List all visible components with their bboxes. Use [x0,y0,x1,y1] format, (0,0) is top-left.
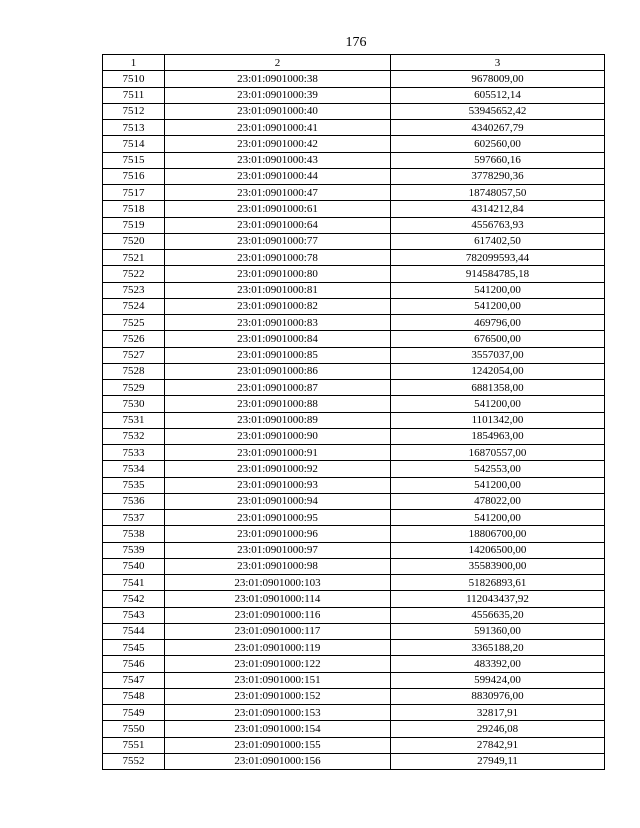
cadastral-number-cell: 23:01:0901000:80 [165,266,391,282]
cadastral-number-cell: 23:01:0901000:93 [165,477,391,493]
table-header [103,55,605,71]
row-number-cell: 7536 [103,493,165,509]
table-row [103,266,605,282]
table-row [103,428,605,444]
cadastral-number-cell: 23:01:0901000:153 [165,705,391,721]
header-row [103,55,605,71]
table-row [103,380,605,396]
row-number-cell: 7533 [103,445,165,461]
cadastral-number-cell: 23:01:0901000:122 [165,656,391,672]
cadastral-number-cell: 23:01:0901000:90 [165,428,391,444]
value-cell: 18806700,00 [391,526,605,542]
row-number-cell: 7519 [103,217,165,233]
value-cell: 1854963,00 [391,428,605,444]
value-cell: 27949,11 [391,753,605,769]
table-row [103,445,605,461]
value-cell: 541200,00 [391,396,605,412]
cadastral-number-cell: 23:01:0901000:155 [165,737,391,753]
row-number-cell: 7543 [103,607,165,623]
value-cell: 16870557,00 [391,445,605,461]
cadastral-number-cell: 23:01:0901000:44 [165,168,391,184]
cadastral-number-cell: 23:01:0901000:151 [165,672,391,688]
cadastral-number-cell: 23:01:0901000:42 [165,136,391,152]
row-number-cell: 7524 [103,298,165,314]
row-number-cell: 7532 [103,428,165,444]
table-row [103,461,605,477]
value-cell: 4340267,79 [391,120,605,136]
row-number-cell: 7544 [103,623,165,639]
cadastral-number-cell: 23:01:0901000:95 [165,510,391,526]
cadastral-number-cell: 23:01:0901000:92 [165,461,391,477]
row-number-cell: 7535 [103,477,165,493]
column-header-cadastral: 2 [165,55,391,71]
value-cell: 483392,00 [391,656,605,672]
table-row [103,152,605,168]
table-row [103,591,605,607]
row-number-cell: 7515 [103,152,165,168]
table-body [103,71,605,770]
row-number-cell: 7550 [103,721,165,737]
value-cell: 617402,50 [391,233,605,249]
table-row [103,315,605,331]
row-number-cell: 7549 [103,705,165,721]
cadastral-number-cell: 23:01:0901000:114 [165,591,391,607]
table-row [103,493,605,509]
table-row [103,331,605,347]
cadastral-number-cell: 23:01:0901000:116 [165,607,391,623]
cadastral-number-cell: 23:01:0901000:82 [165,298,391,314]
row-number-cell: 7511 [103,87,165,103]
table-row [103,656,605,672]
table-row [103,623,605,639]
value-cell: 1101342,00 [391,412,605,428]
table-row [103,688,605,704]
cadastral-number-cell: 23:01:0901000:40 [165,103,391,119]
table-row [103,103,605,119]
cadastral-number-cell: 23:01:0901000:94 [165,493,391,509]
row-number-cell: 7552 [103,753,165,769]
row-number-cell: 7539 [103,542,165,558]
cadastral-number-cell: 23:01:0901000:85 [165,347,391,363]
value-cell: 1242054,00 [391,363,605,379]
cadastral-number-cell: 23:01:0901000:43 [165,152,391,168]
table-row [103,217,605,233]
row-number-cell: 7520 [103,233,165,249]
value-cell: 602560,00 [391,136,605,152]
table-row [103,721,605,737]
value-cell: 4556635,20 [391,607,605,623]
value-cell: 469796,00 [391,315,605,331]
row-number-cell: 7541 [103,575,165,591]
value-cell: 541200,00 [391,298,605,314]
table-row [103,136,605,152]
table-row [103,185,605,201]
cadastral-number-cell: 23:01:0901000:41 [165,120,391,136]
cadastral-number-cell: 23:01:0901000:97 [165,542,391,558]
cadastral-number-cell: 23:01:0901000:39 [165,87,391,103]
table-row [103,396,605,412]
value-cell: 9678009,00 [391,71,605,87]
cadastral-number-cell: 23:01:0901000:119 [165,640,391,656]
cadastral-number-cell: 23:01:0901000:91 [165,445,391,461]
row-number-cell: 7521 [103,250,165,266]
value-cell: 605512,14 [391,87,605,103]
row-number-cell: 7547 [103,672,165,688]
row-number-cell: 7517 [103,185,165,201]
row-number-cell: 7540 [103,558,165,574]
row-number-cell: 7510 [103,71,165,87]
value-cell: 4314212,84 [391,201,605,217]
row-number-cell: 7548 [103,688,165,704]
value-cell: 18748057,50 [391,185,605,201]
value-cell: 32817,91 [391,705,605,721]
cadastral-number-cell: 23:01:0901000:88 [165,396,391,412]
cadastral-number-cell: 23:01:0901000:156 [165,753,391,769]
row-number-cell: 7526 [103,331,165,347]
value-cell: 3365188,20 [391,640,605,656]
cadastral-number-cell: 23:01:0901000:84 [165,331,391,347]
value-cell: 599424,00 [391,672,605,688]
column-header-number: 1 [103,55,165,71]
table-row [103,510,605,526]
row-number-cell: 7514 [103,136,165,152]
table-row [103,71,605,87]
row-number-cell: 7513 [103,120,165,136]
table-row [103,753,605,769]
table-row [103,298,605,314]
cadastral-number-cell: 23:01:0901000:86 [165,363,391,379]
value-cell: 51826893,61 [391,575,605,591]
value-cell: 676500,00 [391,331,605,347]
row-number-cell: 7531 [103,412,165,428]
cadastral-number-cell: 23:01:0901000:78 [165,250,391,266]
table-row [103,640,605,656]
value-cell: 4556763,93 [391,217,605,233]
row-number-cell: 7530 [103,396,165,412]
value-cell: 29246,08 [391,721,605,737]
value-cell: 3778290,36 [391,168,605,184]
table-row [103,705,605,721]
value-cell: 35583900,00 [391,558,605,574]
cadastral-number-cell: 23:01:0901000:64 [165,217,391,233]
value-cell: 8830976,00 [391,688,605,704]
table-row [103,87,605,103]
cadastral-number-cell: 23:01:0901000:81 [165,282,391,298]
value-cell: 478022,00 [391,493,605,509]
row-number-cell: 7534 [103,461,165,477]
value-cell: 597660,16 [391,152,605,168]
row-number-cell: 7528 [103,363,165,379]
registry-table [102,54,605,770]
table-row [103,168,605,184]
cadastral-number-cell: 23:01:0901000:47 [165,185,391,201]
value-cell: 782099593,44 [391,250,605,266]
table-row [103,672,605,688]
row-number-cell: 7542 [103,591,165,607]
row-number-cell: 7523 [103,282,165,298]
value-cell: 27842,91 [391,737,605,753]
row-number-cell: 7522 [103,266,165,282]
cadastral-number-cell: 23:01:0901000:152 [165,688,391,704]
table-row [103,575,605,591]
value-cell: 541200,00 [391,282,605,298]
table-row [103,412,605,428]
row-number-cell: 7538 [103,526,165,542]
cadastral-number-cell: 23:01:0901000:61 [165,201,391,217]
column-header-value: 3 [391,55,605,71]
row-number-cell: 7537 [103,510,165,526]
value-cell: 53945652,42 [391,103,605,119]
cadastral-number-cell: 23:01:0901000:98 [165,558,391,574]
cadastral-number-cell: 23:01:0901000:83 [165,315,391,331]
row-number-cell: 7512 [103,103,165,119]
row-number-cell: 7527 [103,347,165,363]
cadastral-number-cell: 23:01:0901000:77 [165,233,391,249]
cadastral-number-cell: 23:01:0901000:103 [165,575,391,591]
table-row [103,558,605,574]
value-cell: 591360,00 [391,623,605,639]
value-cell: 6881358,00 [391,380,605,396]
cadastral-number-cell: 23:01:0901000:38 [165,71,391,87]
value-cell: 3557037,00 [391,347,605,363]
cadastral-number-cell: 23:01:0901000:96 [165,526,391,542]
table-row [103,737,605,753]
page-number: 176 [345,35,367,50]
row-number-cell: 7518 [103,201,165,217]
table-row [103,477,605,493]
table-row [103,347,605,363]
table-row [103,363,605,379]
value-cell: 541200,00 [391,510,605,526]
cadastral-number-cell: 23:01:0901000:87 [165,380,391,396]
cadastral-number-cell: 23:01:0901000:117 [165,623,391,639]
row-number-cell: 7525 [103,315,165,331]
value-cell: 541200,00 [391,477,605,493]
value-cell: 914584785,18 [391,266,605,282]
value-cell: 112043437,92 [391,591,605,607]
table-row [103,233,605,249]
table-row [103,120,605,136]
table-row [103,607,605,623]
row-number-cell: 7545 [103,640,165,656]
row-number-cell: 7546 [103,656,165,672]
value-cell: 542553,00 [391,461,605,477]
table-row [103,250,605,266]
cadastral-number-cell: 23:01:0901000:154 [165,721,391,737]
table-row [103,201,605,217]
row-number-cell: 7516 [103,168,165,184]
table-row [103,526,605,542]
value-cell: 14206500,00 [391,542,605,558]
row-number-cell: 7551 [103,737,165,753]
row-number-cell: 7529 [103,380,165,396]
table-row [103,282,605,298]
table-row [103,542,605,558]
cadastral-number-cell: 23:01:0901000:89 [165,412,391,428]
